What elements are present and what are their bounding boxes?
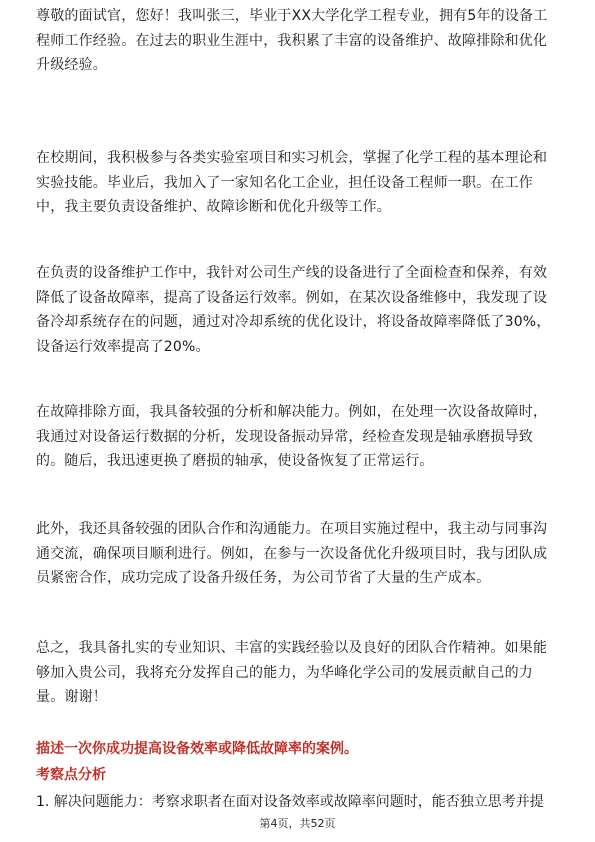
paragraph-conclusion: 总之，我具备扎实的专业知识、丰富的实践经验以及良好的团队合作精神。如果能够加入贵公司，我将充分发挥自己的能力，为华峰化学公司的发展贡献自己的力量。谢谢！ <box>36 640 548 705</box>
document-page <box>36 0 560 842</box>
section-heading: 考察点分析 <box>36 767 106 783</box>
paragraph-troubleshooting: 在故障排除方面，我具备较强的分析和解决能力。例如，在处理一次设备故障时，我通过对设备运行数据的分析，发现设备振动异常，经检查发现是轴承磨损导致的。随后，我迅速更换了磨损的轴承，使设备恢复了正常运行。 <box>36 404 548 469</box>
analysis-list-item: 1. 解决问题能力：考察求职者在面对设备效率或故障率问题时，能否独立思考并提 <box>36 794 544 810</box>
paragraph-introduction: 尊敬的面试官，您好！我叫张三，毕业于XX大学化学工程专业，拥有5年的设备工程师工作经验。在过去的职业生涯中，我积累了丰富的设备维护、故障排除和优化升级经验。 <box>36 8 548 73</box>
interview-question: 描述一次你成功提高设备效率或降低故障率的案例。 <box>36 741 358 757</box>
paragraph-education: 在校期间，我积极参与各类实验室项目和实习机会，掌握了化学工程的基本理论和实验技能。毕业后，我加入了一家知名化工企业，担任设备工程师一职。在工作中，我主要负责设备维护、故障诊断和优化升级等工作。 <box>36 150 548 215</box>
paragraph-teamwork: 此外，我还具备较强的团队合作和沟通能力。在项目实施过程中，我主动与同事沟通交流，确保项目顺利进行。例如，在参与一次设备优化升级项目时，我与团队成员紧密合作，成功完成了设备升级任务，为公司节省了大量的生产成本。 <box>36 521 548 586</box>
page-footer: 第4页，共52页 <box>259 817 336 830</box>
paragraph-maintenance: 在负责的设备维护工作中，我针对公司生产线的设备进行了全面检查和保养，有效降低了设备故障率，提高了设备运行效率。例如，在某次设备维修中，我发现了设备冷却系统存在的问题，通过对冷却系统的优化设计，将设备故障率降低了30%，设备运行效率提高了20%。 <box>36 265 551 355</box>
